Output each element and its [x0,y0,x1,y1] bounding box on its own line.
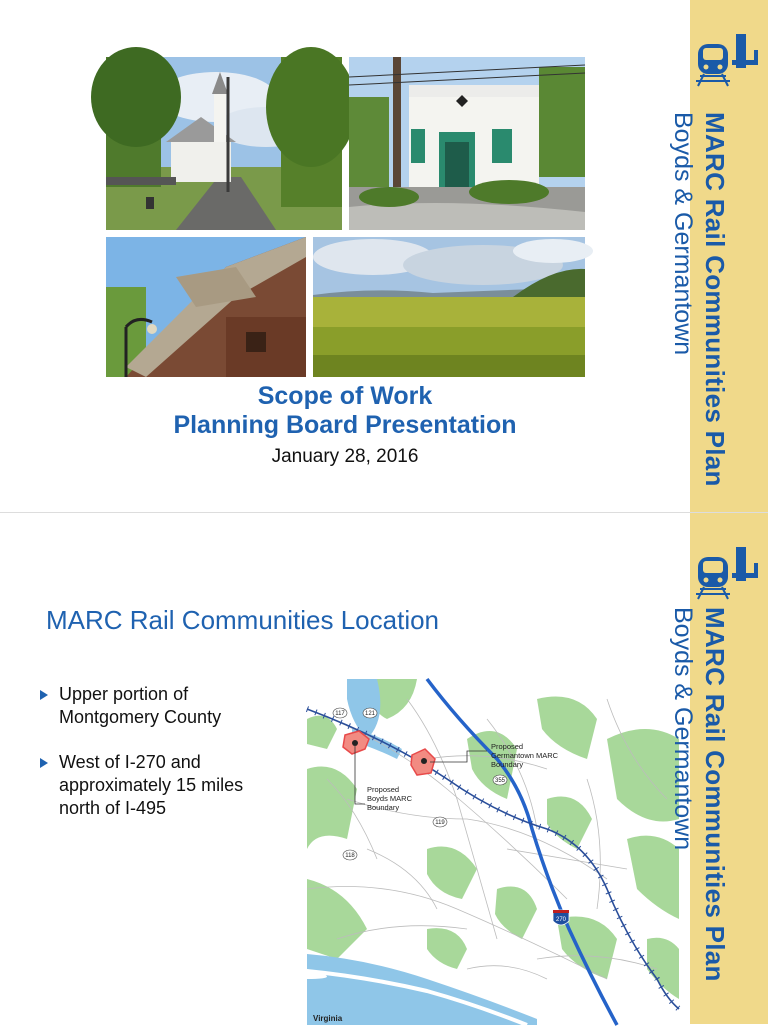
church-street-photo [106,57,342,230]
bullet-list [38,683,288,842]
bullet-arrow-icon [40,690,48,700]
bullet-arrow-icon [40,758,48,768]
list-item [38,683,288,729]
bullet-text: West of I-270 and approximately 15 miles north of I-495 [59,752,244,818]
sidebar-banner [669,0,768,512]
germantown-label-line2: Germantown MARC [491,751,559,760]
sidebar-text [669,607,764,1017]
boyds-label-line3: Boundary [367,803,400,812]
slide-title: Scope of Work [257,382,433,410]
slide-subtitle: Planning Board Presentation [173,411,517,439]
germantown-label-line3: Boundary [491,760,524,769]
shield-119: 119 [435,820,445,826]
train-icon [696,30,760,88]
sidebar-title: MARC Rail Communities Plan [700,607,730,982]
title-block [120,382,570,472]
train-icon [696,543,760,601]
sidebar-banner [669,513,768,1024]
bullet-text: Upper portion of Montgomery County [59,684,222,727]
germantown-label-line1: Proposed [491,742,524,751]
shield-118: 118 [345,853,355,859]
soybean-field-photo [313,237,585,377]
title-slide [0,0,768,512]
shield-355: 355 [494,778,506,784]
shield-121: 121 [364,711,376,717]
shield-270: 270 [555,917,567,923]
location-slide [0,512,768,1024]
shield-117: 117 [335,711,345,717]
presentation-date: January 28, 2016 [271,446,419,467]
sidebar-subtitle: Boyds & Germantown [669,112,697,356]
white-building-photo [349,57,585,230]
sidebar-text [669,112,764,504]
list-item [38,751,288,820]
virginia-label: Virginia [313,1014,343,1023]
location-map [307,679,679,1025]
sidebar-title: MARC Rail Communities Plan [700,112,730,487]
sidebar-subtitle: Boyds & Germantown [669,607,697,851]
boyds-label-line2: Boyds MARC [367,794,413,803]
slide-title: MARC Rail Communities Location [46,605,440,635]
log-station-photo [106,237,306,377]
boyds-label-line1: Proposed [367,785,400,794]
